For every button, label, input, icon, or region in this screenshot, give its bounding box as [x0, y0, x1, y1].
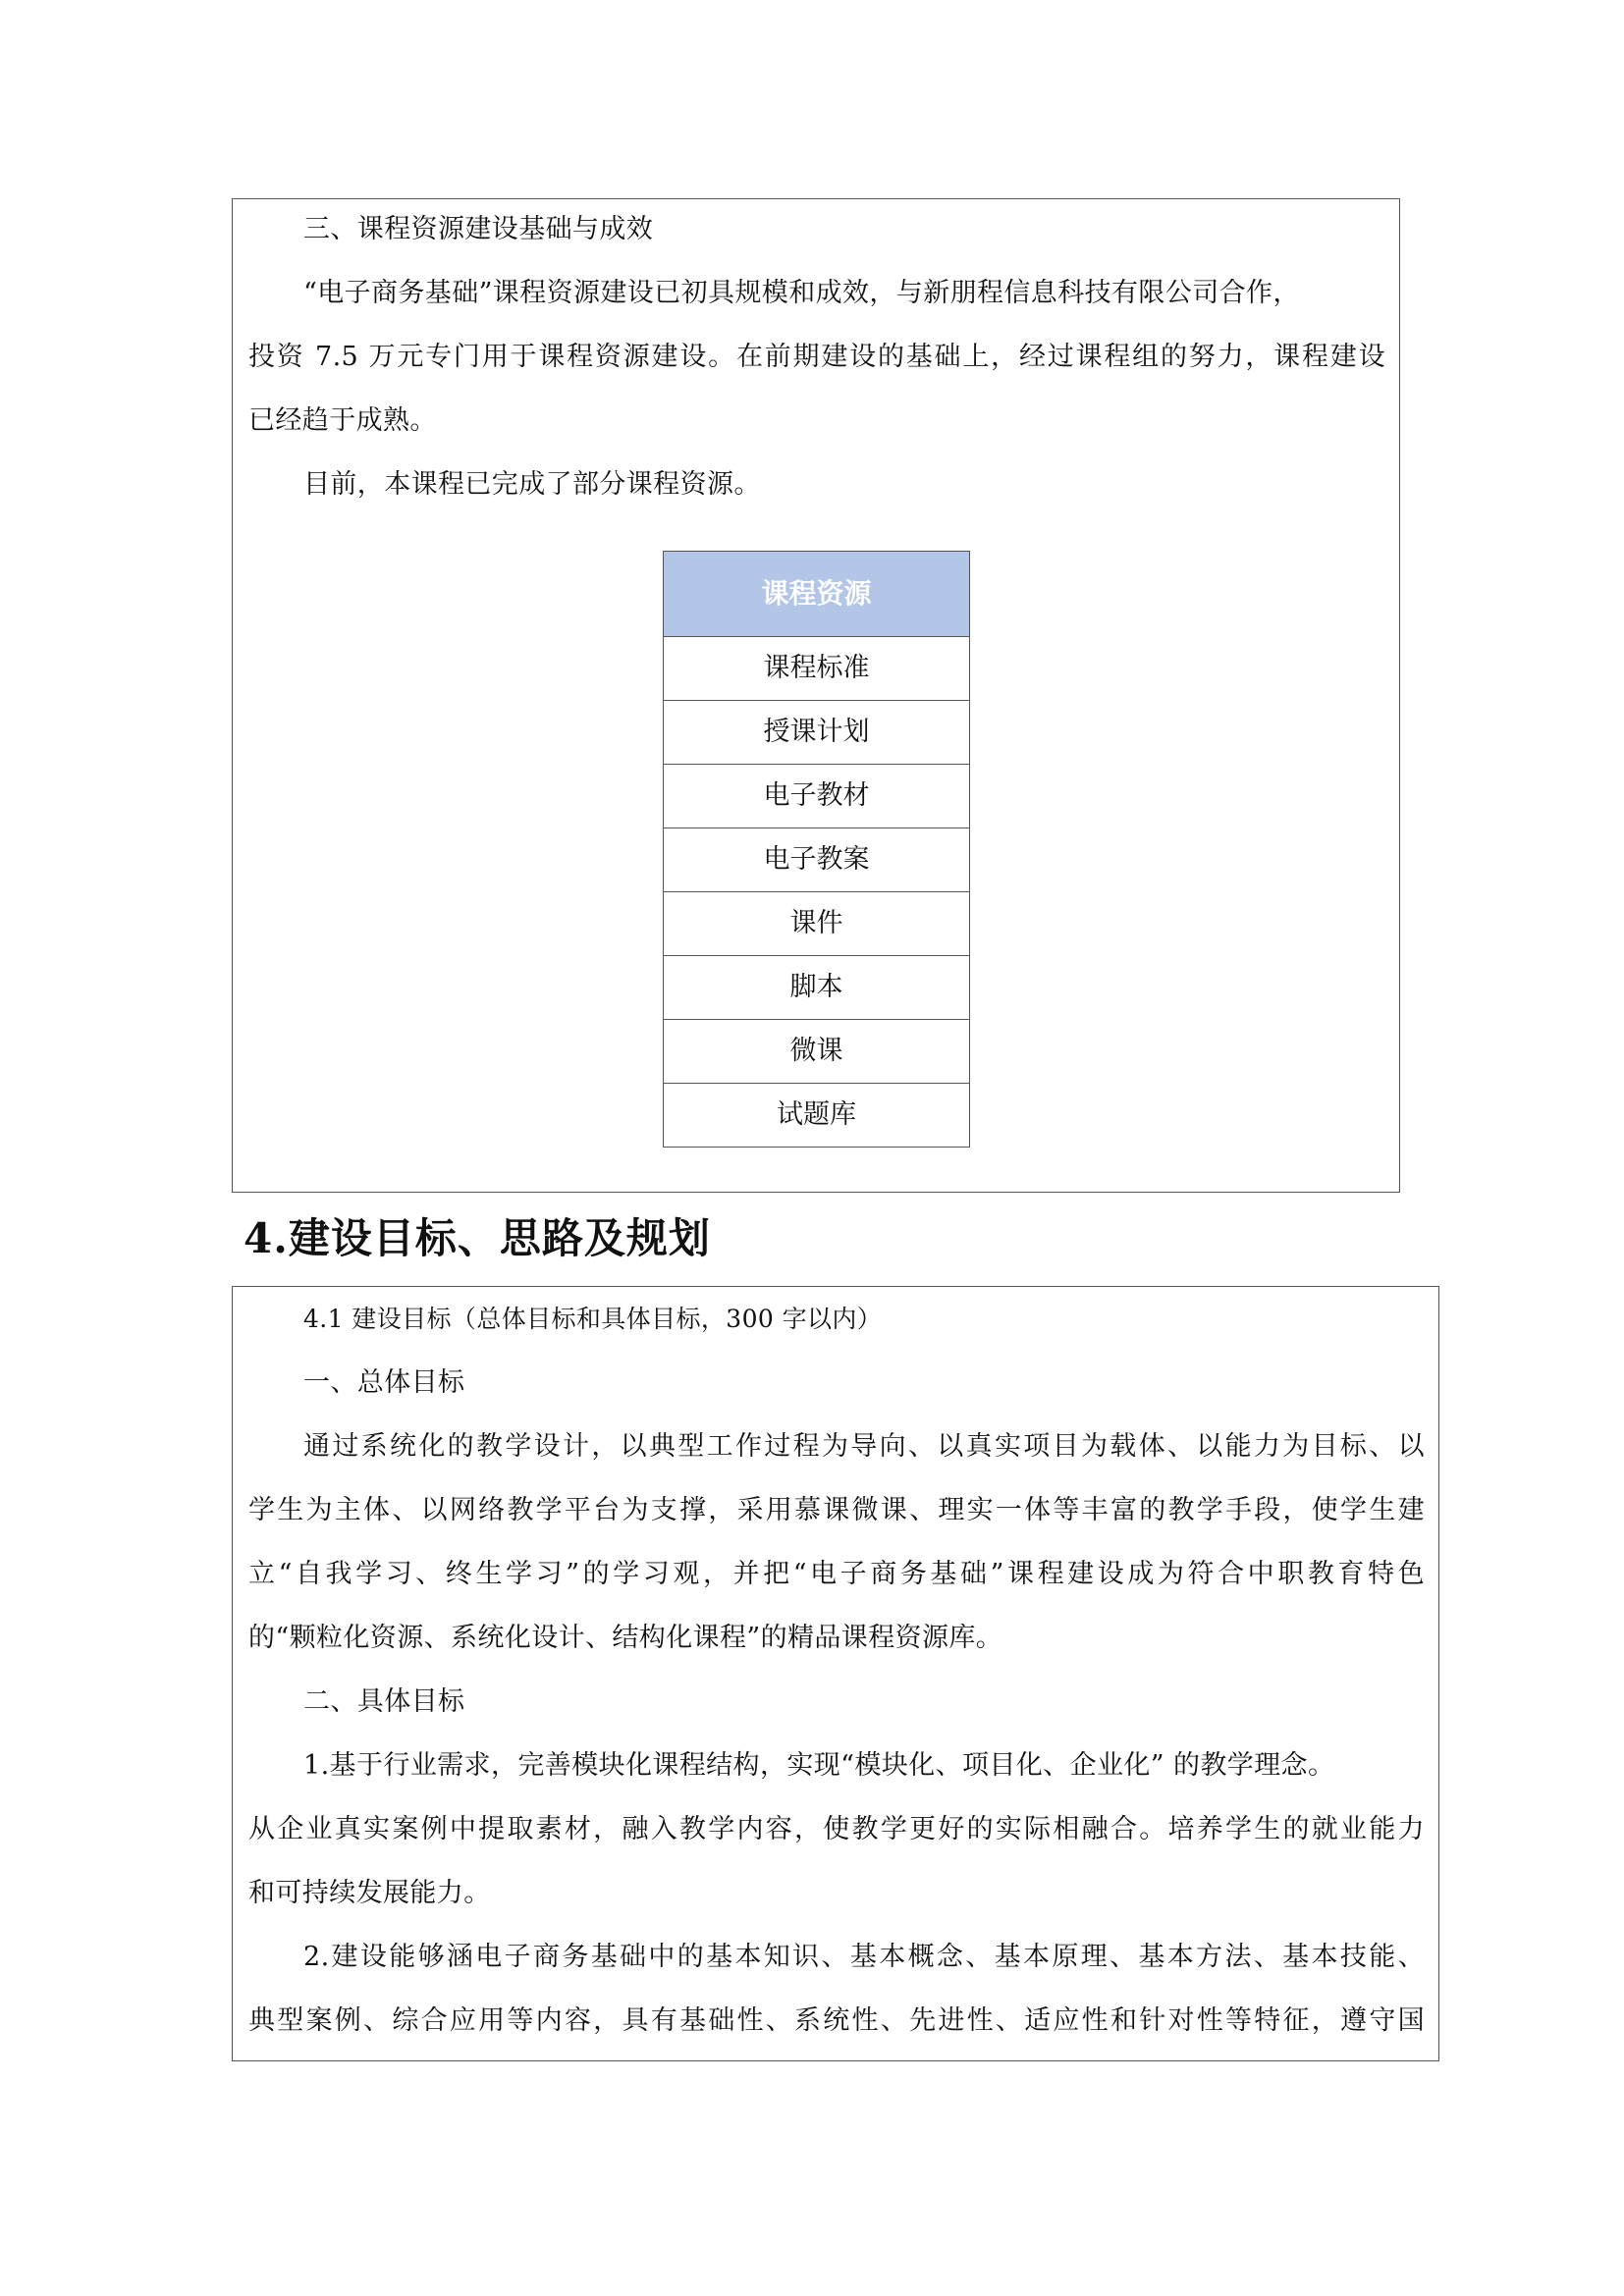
section-title: 三、课程资源建设基础与成效 — [303, 214, 654, 244]
table-row: 微课 — [664, 1020, 970, 1084]
course-resources-section — [232, 198, 1400, 1193]
table-row: 课程标准 — [664, 637, 970, 701]
paragraph-line: 学生为主体、以网络教学平台为支撑，采用慕课微课、理实一体等丰富的教学手段，使学生建 — [248, 1495, 1425, 1525]
subsection-title: 4.1 建设目标（总体目标和具体目标，300 字以内） — [303, 1305, 883, 1333]
section-heading: 4.建设目标、思路及规划 — [244, 1214, 711, 1262]
subheading: 二、具体目标 — [303, 1686, 465, 1717]
paragraph-line: 目前，本课程已完成了部分课程资源。 — [303, 469, 761, 500]
subheading: 一、总体目标 — [303, 1367, 465, 1398]
table-row: 电子教案 — [664, 828, 970, 892]
table-row: 电子教材 — [664, 765, 970, 828]
table-row: 试题库 — [664, 1084, 970, 1148]
table-row: 脚本 — [664, 956, 970, 1020]
course-resources-table — [663, 551, 970, 1148]
paragraph-line: 和可持续发展能力。 — [248, 1878, 491, 1908]
paragraph-line: 立“自我学习、终生学习”的学习观，并把“电子商务基础”课程建设成为符合中职教育特色 — [248, 1559, 1425, 1589]
paragraph-line: 已经趋于成熟。 — [248, 405, 437, 436]
paragraph-line: 的“颗粒化资源、系统化设计、结构化课程”的精品课程资源库。 — [248, 1623, 1003, 1653]
table-header: 课程资源 — [664, 552, 970, 637]
paragraph-line: 通过系统化的教学设计，以典型工作过程为导向、以真实项目为载体、以能力为目标、以 — [303, 1431, 1425, 1462]
paragraph-line: 从企业真实案例中提取素材，融入教学内容，使教学更好的实际相融合。培养学生的就业能力 — [248, 1814, 1425, 1844]
paragraph-line: 典型案例、综合应用等内容，具有基础性、系统性、先进性、适应性和针对性等特征，遵守国 — [248, 2005, 1425, 2036]
paragraph-line: 2.建设能够涵电子商务基础中的基本知识、基本概念、基本原理、基本方法、基本技能、 — [303, 1942, 1425, 1972]
paragraph-line: 1.基于行业需求，完善模块化课程结构，实现“模块化、项目化、企业化” 的教学理念。 — [303, 1750, 1335, 1781]
paragraph-line: 投资 7.5 万元专门用于课程资源建设。在前期建设的基础上，经过课程组的努力，课程建设 — [248, 342, 1385, 372]
construction-goals-section — [232, 1286, 1439, 2061]
table-row: 课件 — [664, 892, 970, 956]
table-row: 授课计划 — [664, 701, 970, 765]
paragraph-line: “电子商务基础”课程资源建设已初具规模和成效，与新朋程信息科技有限公司合作， — [303, 278, 1300, 308]
